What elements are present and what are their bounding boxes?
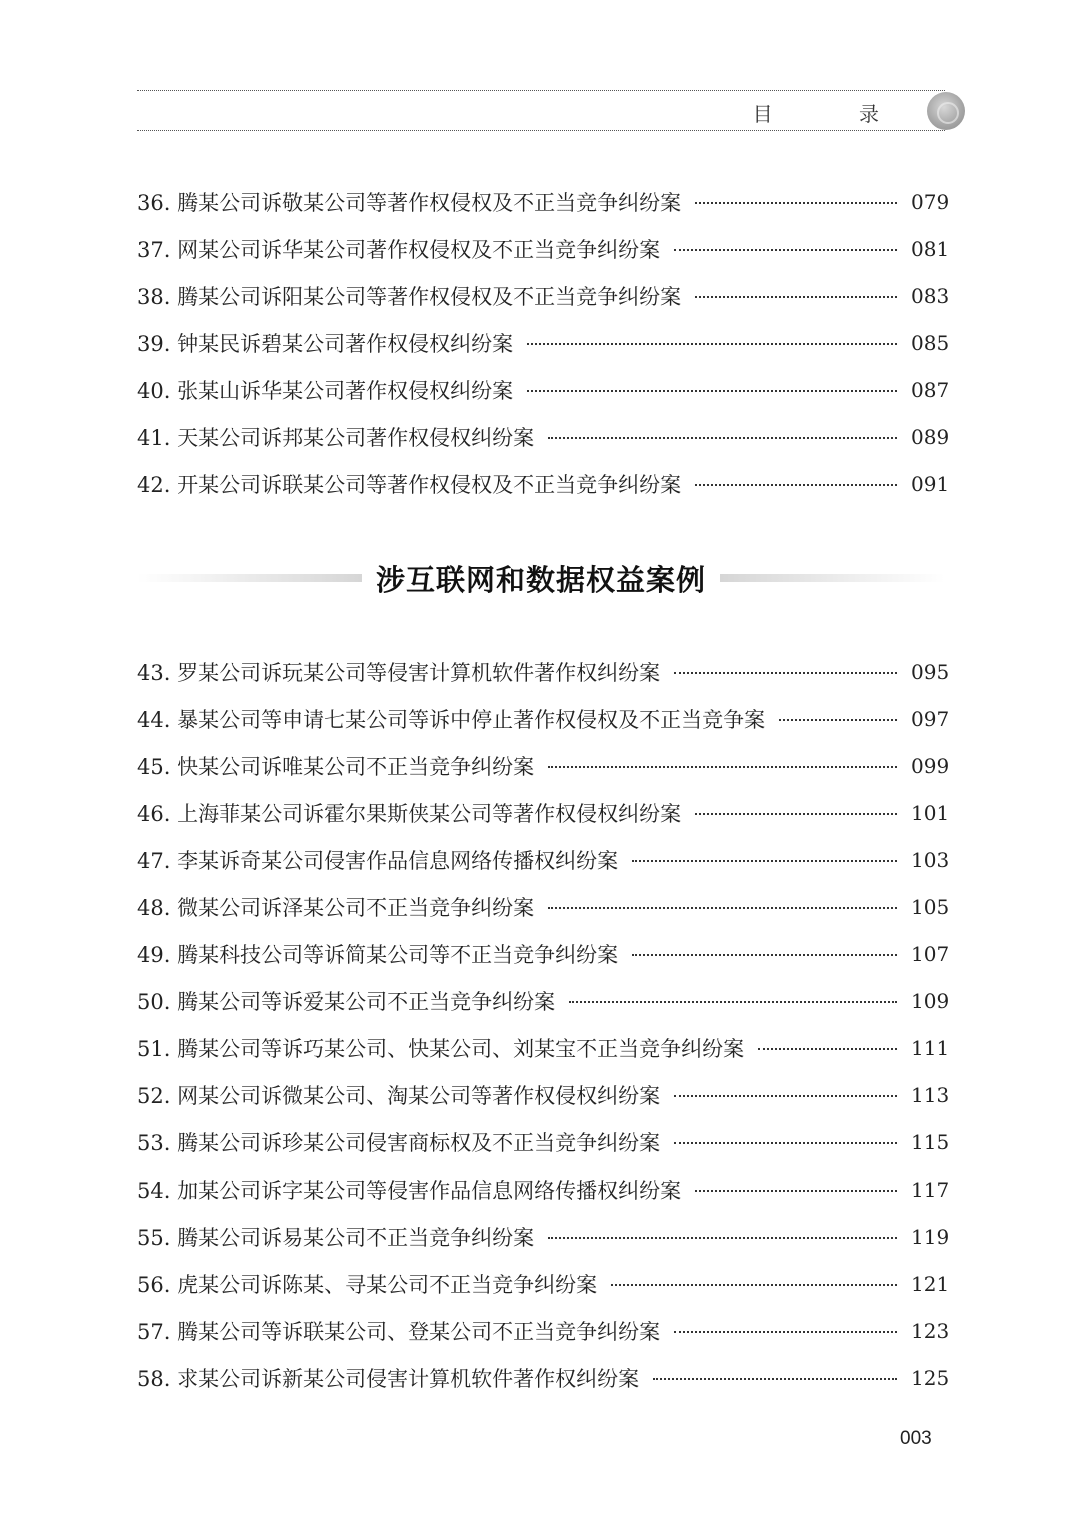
dot-leader (674, 672, 897, 674)
toc-entry-page: 117 (911, 1177, 950, 1202)
toc-entry-page: 089 (911, 425, 950, 450)
toc-entry-page: 113 (911, 1083, 950, 1108)
toc-entry-title: 58. 求某公司诉新某公司侵害计算机软件著作权纠纷案 (137, 1366, 640, 1391)
toc-entry-page: 085 (911, 330, 950, 355)
toc-entry[interactable] (137, 648, 950, 695)
toc-entry-page: 121 (911, 1271, 950, 1296)
toc-entry[interactable] (137, 789, 950, 836)
toc-entry[interactable] (137, 883, 950, 930)
dot-leader (527, 343, 897, 345)
toc-entry-title: 43. 罗某公司诉玩某公司等侵害计算机软件著作权纠纷案 (137, 660, 661, 685)
toc-entry-title: 53. 腾某公司诉珍某公司侵害商标权及不正当竞争纠纷案 (137, 1131, 661, 1156)
toc-entry-page: 091 (911, 472, 950, 497)
header-bottom-dotted-rule (137, 130, 945, 131)
toc-entry-page: 123 (911, 1318, 950, 1343)
dot-leader (695, 813, 897, 815)
section-bar-left (137, 574, 362, 582)
toc-entry-title: 44. 暴某公司等申请七某公司等诉中停止著作权侵权及不正当竞争案 (137, 707, 766, 732)
dot-leader (548, 437, 897, 439)
toc-entry[interactable] (137, 1213, 950, 1260)
toc-entry-title: 41. 天某公司诉邦某公司著作权侵权纠纷案 (137, 426, 535, 451)
toc-entry-page: 119 (911, 1224, 950, 1249)
toc-entry[interactable] (137, 1307, 950, 1354)
toc-entry-page: 105 (911, 895, 950, 920)
toc-entry-page: 095 (911, 659, 950, 684)
toc-entry-title: 51. 腾某公司等诉巧某公司、快某公司、刘某宝不正当竞争纠纷案 (137, 1037, 745, 1062)
toc-entry-title: 40. 张某山诉华某公司著作权侵权纠纷案 (137, 378, 514, 403)
toc-entry-title: 37. 网某公司诉华某公司著作权侵权及不正当竞争纠纷案 (137, 237, 661, 262)
toc-entry[interactable] (137, 1119, 950, 1166)
toc-entry[interactable] (137, 366, 950, 413)
toc-entry-title: 36. 腾某公司诉敬某公司等著作权侵权及不正当竞争纠纷案 (137, 190, 682, 215)
header-top-dotted-rule (137, 90, 945, 91)
dot-leader (695, 1190, 897, 1192)
section-heading: 涉互联网和数据权益案例 (376, 562, 707, 597)
toc-entry-page: 107 (911, 942, 950, 967)
dot-leader (548, 766, 897, 768)
toc-entry[interactable] (137, 272, 950, 319)
toc-entry-page: 111 (911, 1036, 950, 1061)
toc-entry[interactable] (137, 319, 950, 366)
toc-entry-title: 45. 快某公司诉唯某公司不正当竞争纠纷案 (137, 754, 535, 779)
dot-leader (632, 860, 897, 862)
toc-entry[interactable] (137, 836, 950, 883)
dot-leader (695, 296, 897, 298)
toc-entry-page: 081 (911, 236, 950, 261)
toc-entry-title: 48. 微某公司诉泽某公司不正当竞争纠纷案 (137, 896, 535, 921)
header-title: 目 录 (752, 102, 919, 126)
toc-entry-page: 099 (911, 753, 950, 778)
toc-entry[interactable] (137, 1260, 950, 1307)
dot-leader (548, 1237, 897, 1239)
dot-leader (674, 249, 897, 251)
running-header (137, 90, 945, 134)
section-bar-right (720, 574, 945, 582)
dot-leader (653, 1378, 897, 1380)
dot-leader (695, 484, 897, 486)
toc-entry[interactable] (137, 461, 950, 508)
toc-entry[interactable] (137, 1354, 950, 1401)
dot-leader (569, 1001, 897, 1003)
toc-entry[interactable] (137, 1166, 950, 1213)
dot-leader (779, 719, 897, 721)
dot-leader (758, 1048, 897, 1050)
toc-entry-title: 52. 网某公司诉微某公司、淘某公司等著作权侵权纠纷案 (137, 1084, 661, 1109)
toc-entry[interactable] (137, 978, 950, 1025)
toc-list-part2 (137, 648, 950, 1402)
toc-entry-page: 115 (911, 1130, 950, 1155)
toc-entry[interactable] (137, 413, 950, 460)
toc-entry-page: 103 (911, 847, 950, 872)
toc-list-part1 (137, 178, 950, 508)
dot-leader (695, 202, 897, 204)
toc-entry-page: 083 (911, 283, 950, 308)
toc-entry-page: 101 (911, 800, 950, 825)
toc-entry-page: 097 (911, 706, 950, 731)
toc-entry-page: 079 (911, 189, 950, 214)
toc-entry-title: 39. 钟某民诉碧某公司著作权侵权纠纷案 (137, 331, 514, 356)
toc-entry[interactable] (137, 1072, 950, 1119)
toc-entry-title: 46. 上海菲某公司诉霍尔果斯侠某公司等著作权侵权纠纷案 (137, 801, 682, 826)
toc-entry[interactable] (137, 1025, 950, 1072)
toc-entry-title: 54. 加某公司诉字某公司等侵害作品信息网络传播权纠纷案 (137, 1178, 682, 1203)
dot-leader (611, 1284, 897, 1286)
dot-leader (674, 1331, 897, 1333)
toc-entry-page: 109 (911, 989, 950, 1014)
toc-entry[interactable] (137, 178, 950, 225)
toc-entry[interactable] (137, 931, 950, 978)
dot-leader (674, 1142, 897, 1144)
dot-leader (632, 954, 897, 956)
toc-entry-title: 49. 腾某科技公司等诉简某公司等不正当竞争纠纷案 (137, 943, 619, 968)
toc-entry-title: 50. 腾某公司等诉爱某公司不正当竞争纠纷案 (137, 990, 556, 1015)
toc-entry-page: 125 (911, 1365, 950, 1390)
section-heading-bar (137, 556, 945, 600)
toc-entry-title: 56. 虎某公司诉陈某、寻某公司不正当竞争纠纷案 (137, 1272, 598, 1297)
seal-emblem-icon (927, 92, 965, 130)
toc-entry[interactable] (137, 695, 950, 742)
toc-entry-title: 42. 开某公司诉联某公司等著作权侵权及不正当竞争纠纷案 (137, 473, 682, 498)
toc-entry-title: 57. 腾某公司等诉联某公司、登某公司不正当竞争纠纷案 (137, 1319, 661, 1344)
toc-entry-title: 38. 腾某公司诉阳某公司等著作权侵权及不正当竞争纠纷案 (137, 284, 682, 309)
toc-entry-page: 087 (911, 377, 950, 402)
toc-entry-title: 55. 腾某公司诉易某公司不正当竞争纠纷案 (137, 1225, 535, 1250)
dot-leader (674, 1095, 897, 1097)
toc-entry[interactable] (137, 225, 950, 272)
page-number: 003 (900, 1428, 932, 1449)
dot-leader (548, 907, 897, 909)
toc-entry[interactable] (137, 742, 950, 789)
dot-leader (527, 390, 897, 392)
toc-entry-title: 47. 李某诉奇某公司侵害作品信息网络传播权纠纷案 (137, 848, 619, 873)
